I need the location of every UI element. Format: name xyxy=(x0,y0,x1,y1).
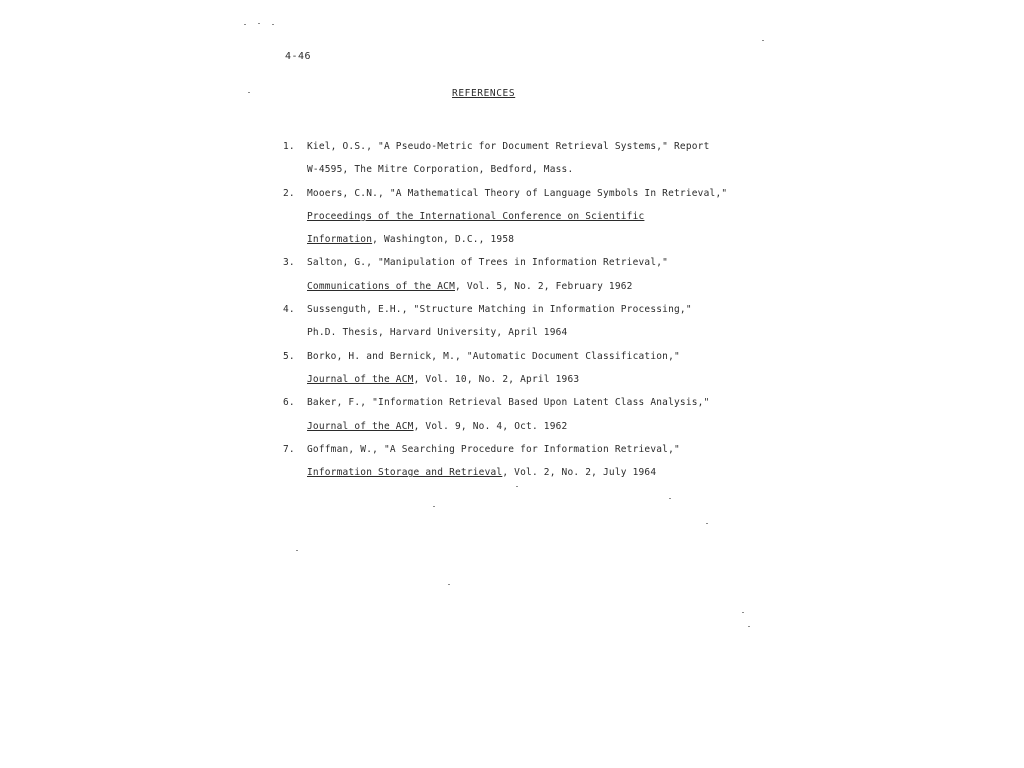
scan-speck xyxy=(272,24,274,25)
reference-details: , Vol. 10, No. 2, April 1963 xyxy=(413,373,580,385)
reference-details: , Washington, D.C., 1958 xyxy=(372,234,515,246)
reference-number: 4. xyxy=(283,304,295,316)
reference-source-title: Communications of the ACM xyxy=(307,280,455,292)
reference-source-title: Journal of the ACM xyxy=(307,420,414,432)
reference-item xyxy=(283,182,743,252)
reference-source-title: Information xyxy=(307,234,373,246)
scan-speck xyxy=(433,506,435,507)
reference-line xyxy=(283,228,743,251)
reference-number: 7. xyxy=(283,443,295,455)
scan-speck xyxy=(248,92,250,93)
reference-line: Goffman, W., "A Searching Procedure for Information Retrieval," xyxy=(307,443,680,455)
scan-speck xyxy=(748,626,750,627)
page-title: REFERENCES xyxy=(452,88,516,99)
page-number: 4-46 xyxy=(285,51,312,62)
scan-speck xyxy=(706,523,708,524)
reference-item xyxy=(283,345,743,392)
reference-number: 1. xyxy=(283,141,295,152)
reference-source-title: Proceedings of the International Conference on Scientific xyxy=(307,210,645,222)
scan-speck xyxy=(296,550,298,551)
reference-item xyxy=(283,438,743,485)
reference-item xyxy=(283,251,743,298)
reference-list xyxy=(283,135,743,484)
reference-source-title: Journal of the ACM xyxy=(307,373,414,385)
reference-details: , Vol. 5, No. 2, February 1962 xyxy=(455,280,633,292)
scan-speck xyxy=(669,498,671,499)
reference-line xyxy=(283,275,743,298)
reference-line: Salton, G., "Manipulation of Trees in Information Retrieval," xyxy=(307,257,669,269)
reference-line: Mooers, C.N., "A Mathematical Theory of Language Symbols In Retrieval," xyxy=(307,187,728,199)
scan-speck xyxy=(244,24,246,25)
scan-speck xyxy=(448,584,450,585)
scan-speck xyxy=(762,40,764,41)
reference-details: , Vol. 2, No. 2, July 1964 xyxy=(502,467,657,479)
reference-item xyxy=(283,391,743,438)
reference-line xyxy=(283,461,743,484)
reference-number: 2. xyxy=(283,187,295,199)
reference-number: 5. xyxy=(283,350,295,362)
reference-details: , Vol. 9, No. 4, Oct. 1962 xyxy=(413,420,568,432)
reference-item xyxy=(283,298,743,345)
reference-source-title: Information Storage and Retrieval xyxy=(307,467,503,479)
reference-number: 6. xyxy=(283,397,295,409)
reference-line xyxy=(283,415,743,438)
reference-item xyxy=(283,135,743,182)
scan-speck xyxy=(516,486,518,487)
reference-line: Ph.D. Thesis, Harvard University, April 1964 xyxy=(307,327,568,339)
reference-line: Borko, H. and Bernick, M., "Automatic Document Classification," xyxy=(307,350,680,362)
scan-speck xyxy=(742,612,744,613)
reference-line: Baker, F., "Information Retrieval Based Upon Latent Class Analysis," xyxy=(307,397,710,409)
reference-line: W-4595, The Mitre Corporation, Bedford, Mass. xyxy=(307,164,574,176)
reference-line: Sussenguth, E.H., "Structure Matching in Information Processing," xyxy=(307,304,692,316)
reference-line: Kiel, O.S., "A Pseudo-Metric for Document Retrieval Systems," Report xyxy=(307,141,710,152)
reference-line xyxy=(283,368,743,391)
scan-speck xyxy=(258,23,260,24)
reference-line xyxy=(283,205,743,228)
reference-number: 3. xyxy=(283,257,295,269)
